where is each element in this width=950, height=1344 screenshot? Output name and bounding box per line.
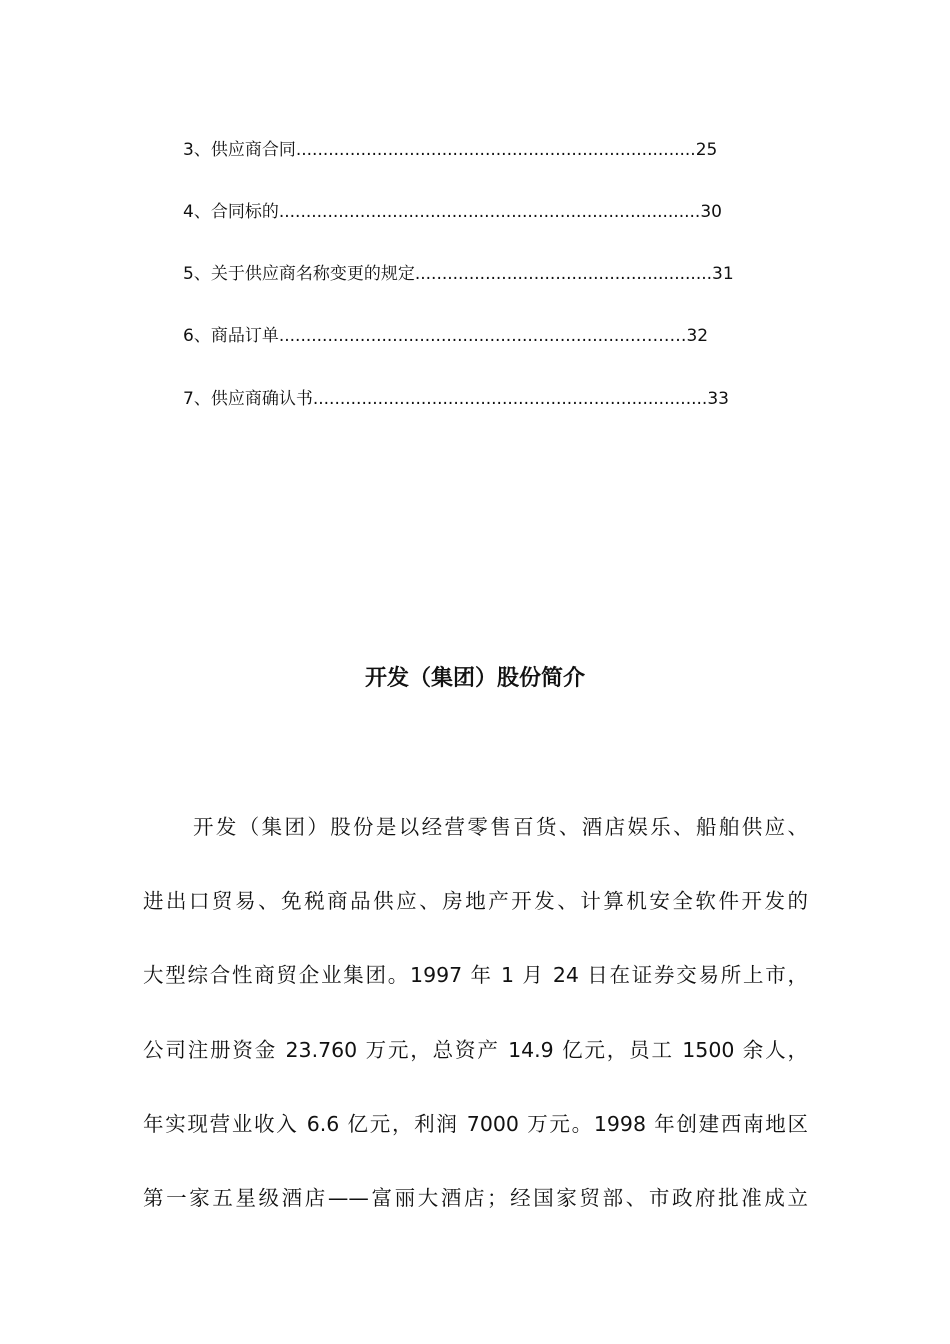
toc-page-number: 33 bbox=[707, 389, 729, 409]
body-line: 进出口贸易、免税商品供应、房地产开发、计算机安全软件开发的 bbox=[143, 889, 808, 914]
toc-leader-dots: ..................................................................……… bbox=[278, 326, 687, 346]
toc-entry-title: 6、商品订单 bbox=[183, 326, 279, 346]
toc-entry-title: 4、合同标的 bbox=[183, 202, 279, 222]
toc-entry[interactable] bbox=[183, 325, 708, 347]
toc-leader-dots: ....................................................... bbox=[414, 264, 713, 284]
body-line: 大型综合性商贸企业集团。1997 年 1 月 24 日在证券交易所上市， bbox=[143, 963, 808, 988]
toc-page-number: 32 bbox=[686, 326, 709, 346]
body-line: 第一家五星级酒店——富丽大酒店；经国家贸部、市政府批准成立 bbox=[143, 1186, 808, 1211]
toc-page-number: 31 bbox=[712, 264, 734, 284]
toc-leader-dots: .............................................................................. bbox=[278, 202, 701, 222]
toc-entry-title: 3、供应商合同 bbox=[183, 140, 296, 160]
section-title: 开发（集团）股份简介 bbox=[364, 666, 585, 691]
toc-entry-title: 5、关于供应商名称变更的规定 bbox=[183, 264, 415, 284]
toc-leader-dots: ......................................................................... bbox=[312, 389, 708, 409]
section-body bbox=[143, 790, 808, 1235]
body-line: 开发（集团）股份是以经营零售百货、酒店娱乐、船舶供应、 bbox=[193, 815, 808, 839]
toc-entry[interactable] bbox=[183, 139, 717, 161]
toc-page-number: 25 bbox=[695, 140, 718, 160]
toc-entry-title: 7、供应商确认书 bbox=[183, 389, 313, 409]
toc-page-number: 30 bbox=[700, 202, 722, 222]
toc-leader-dots: .......................................................................... bbox=[295, 140, 696, 160]
toc-entry[interactable] bbox=[183, 201, 722, 223]
toc-entry[interactable] bbox=[183, 263, 734, 285]
body-line: 年实现营业收入 6.6 亿元，利润 7000 万元。1998 年创建西南地区 bbox=[143, 1111, 808, 1136]
body-line: 公司注册资金 23.760 万元，总资产 14.9 亿元，员工 1500 余人， bbox=[143, 1037, 808, 1062]
toc-entry[interactable] bbox=[183, 388, 729, 410]
